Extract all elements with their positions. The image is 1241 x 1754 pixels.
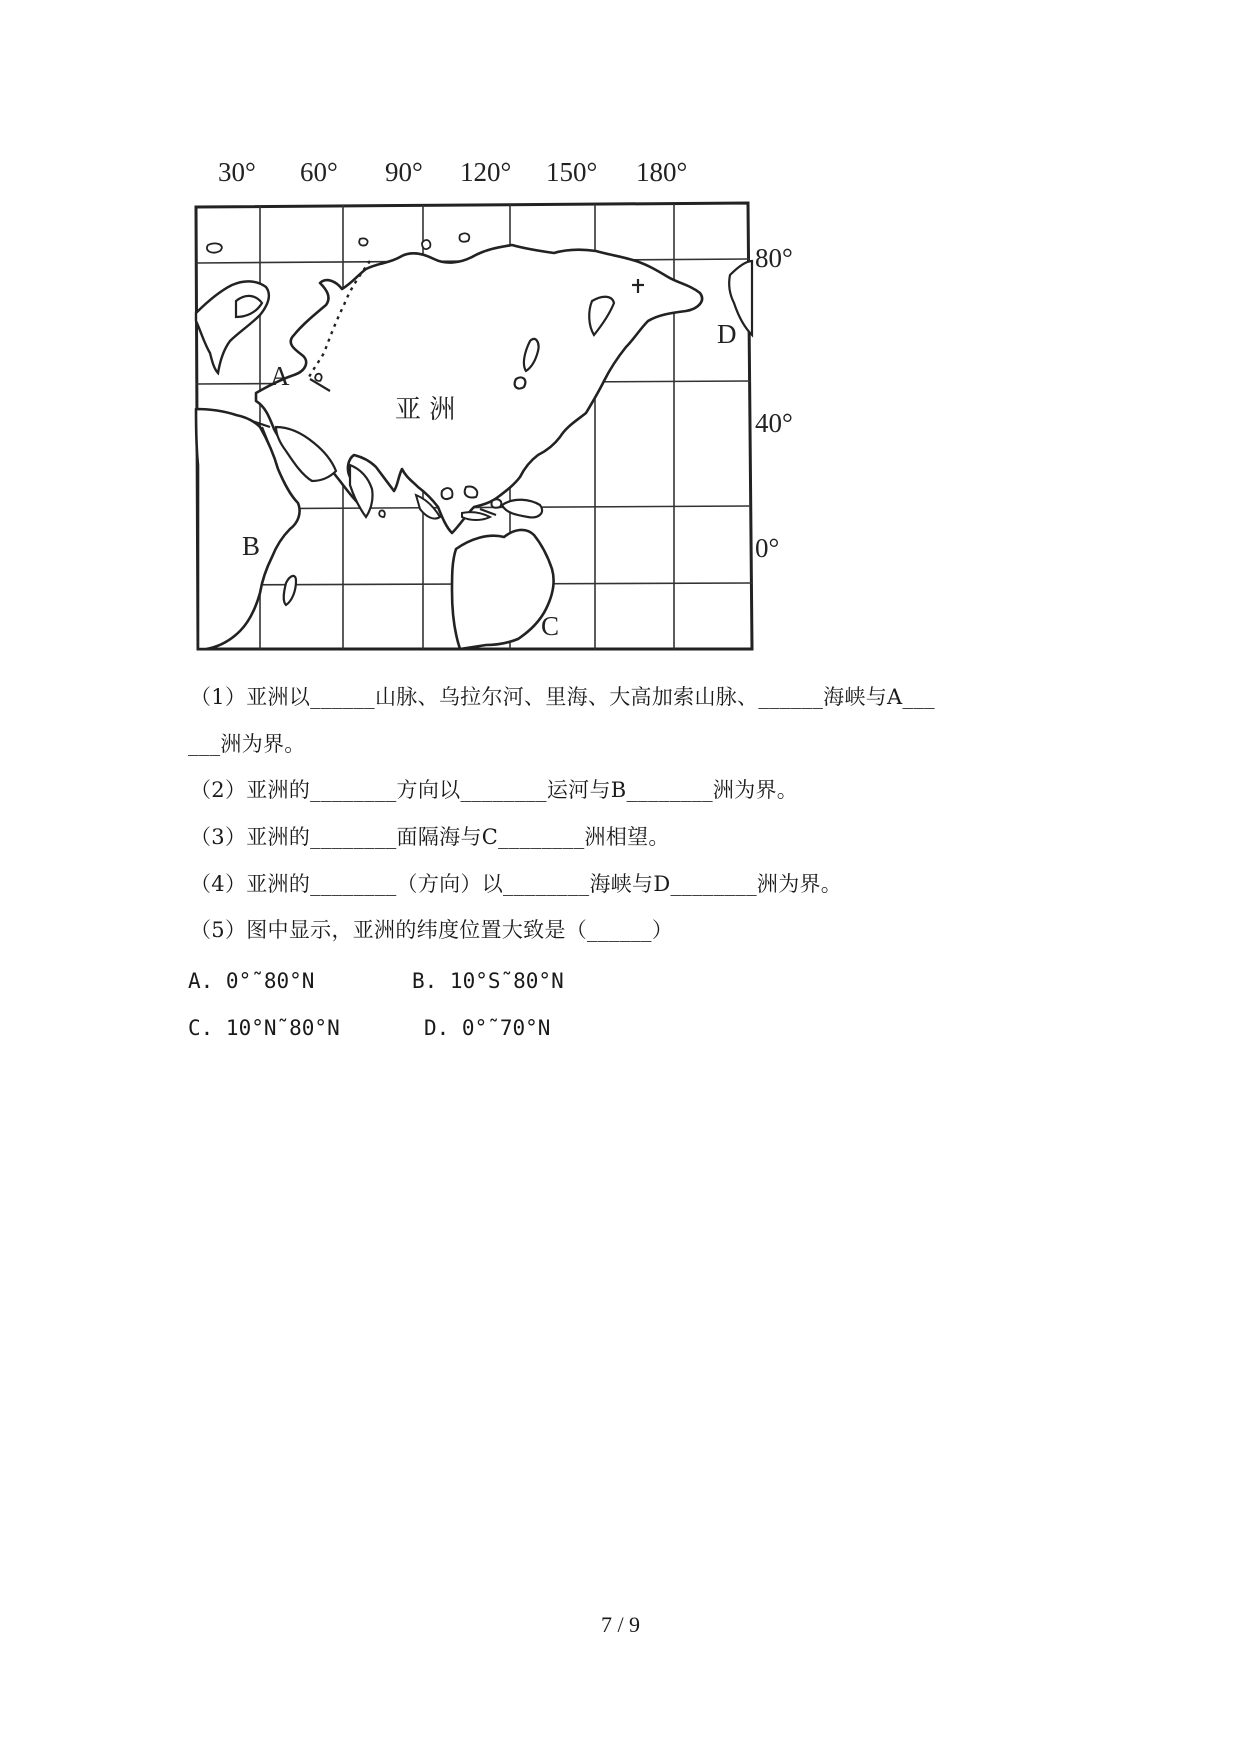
- option-d: D. 0°˜70°N: [424, 1016, 551, 1040]
- lon-label-180: 180°: [636, 157, 688, 187]
- asia-map-figure: [190, 157, 810, 655]
- option-c: C. 10°N˜80°N: [188, 1016, 340, 1040]
- madagascar-island: [284, 576, 296, 605]
- question-3: （3）亚洲的________面隔海与C________洲相望。: [190, 825, 670, 849]
- letter-a-label: A: [270, 361, 290, 391]
- asia-landmass: [256, 245, 702, 533]
- lon-label-150: 150°: [546, 157, 598, 187]
- asia-label: 亚 洲: [395, 395, 456, 425]
- lat-label-0: 0°: [755, 533, 780, 563]
- lon-label-30: 30°: [218, 157, 256, 187]
- australia-landmass: [452, 530, 554, 649]
- india-subcontinent: [350, 465, 373, 517]
- asia-map: [190, 165, 810, 655]
- letter-c-label: C: [541, 611, 560, 641]
- lat-label-40: 40°: [755, 408, 793, 438]
- option-b: B. 10°S˜80°N: [412, 969, 564, 993]
- letter-d-label: D: [717, 319, 737, 349]
- question-4: （4）亚洲的________（方向）以________海峡与D________洲为界。: [190, 872, 843, 896]
- question-2: （2）亚洲的________方向以________运河与B________洲为界。: [190, 778, 799, 802]
- lon-label-60: 60°: [300, 157, 338, 187]
- lon-label-120: 120°: [460, 157, 512, 187]
- lat-label-80: 80°: [755, 243, 793, 273]
- question-1-line-1: （1）亚洲以______山脉、乌拉尔河、里海、大高加索山脉、______海峡与A___: [190, 685, 935, 709]
- letter-b-label: B: [242, 531, 261, 561]
- question-1-line-2: ___洲为界。: [188, 732, 306, 756]
- lon-label-90: 90°: [385, 157, 423, 187]
- question-5: （5）图中显示，亚洲的纬度位置大致是（______）: [190, 918, 674, 942]
- page-number: 7 / 9: [600, 1612, 641, 1637]
- option-a: A. 0°˜80°N: [188, 969, 315, 993]
- new-guinea-island: [502, 500, 542, 518]
- europe-scandinavia: [196, 281, 269, 373]
